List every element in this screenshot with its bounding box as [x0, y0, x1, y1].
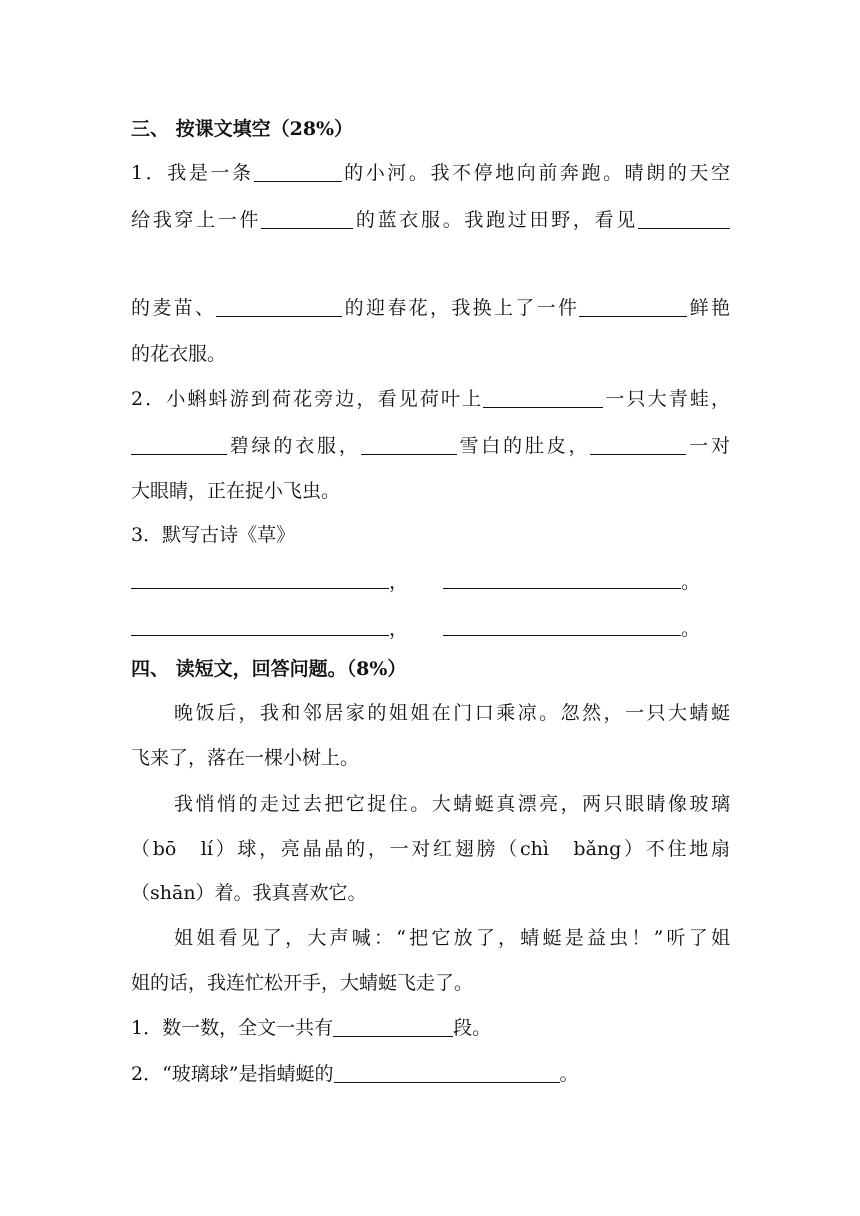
q1-text: 的蓝衣服。我跑过田野，看见: [353, 209, 638, 231]
poem-row-2-right: [443, 614, 700, 640]
passage-p3-line2: 姐的话，我连忙松开手，大蜻蜓飞走了。: [131, 972, 474, 994]
q1-text: 鲜艳: [687, 297, 730, 319]
poem-comma: ，: [389, 618, 409, 640]
s4-q1: [131, 1015, 491, 1041]
passage-p2-line2: （bō lí）球，亮晶晶的，一对红翅膀（chì bǎng）不住地扇: [131, 838, 730, 860]
blank-2[interactable]: [261, 209, 353, 229]
blank-5[interactable]: [579, 297, 687, 317]
poem-row-1-left: [131, 567, 408, 593]
q1-line2: [131, 207, 730, 233]
blank-4[interactable]: [216, 297, 342, 317]
q3-label: 3．默写古诗《草》: [131, 524, 296, 546]
q1-text: 的小河。我不停地向前奔跑。晴朗的天空: [341, 162, 730, 184]
poem-row-2-left: [131, 614, 408, 640]
passage-p3-line1: 姐姐看见了，大声喊：“把它放了，蜻蜓是益虫！”听了姐: [174, 927, 730, 949]
s4-q1-text: 1．数一数，全文一共有: [131, 1017, 334, 1039]
q2-line2: [131, 433, 730, 459]
poem-comma: ，: [389, 571, 409, 593]
poem-blank-1[interactable]: [131, 569, 389, 589]
s4-q2: [131, 1061, 579, 1087]
q1-line4: 的花衣服。: [131, 343, 227, 365]
s4-q1-suffix: 段。: [453, 1017, 492, 1039]
poem-row-1-right: [443, 567, 700, 593]
passage-p1-line2: 飞来了，落在一棵小树上。: [131, 747, 360, 769]
passage-p2-line3: （shān）着。我真喜欢它。: [131, 882, 367, 904]
blank-7[interactable]: [131, 435, 227, 455]
s4-q2-suffix: 。: [559, 1063, 579, 1085]
q2-text: 雪白的肚皮，: [456, 435, 591, 457]
blank-3[interactable]: [638, 209, 730, 229]
blank-1[interactable]: [254, 162, 342, 182]
q2-text: 一只大青蛙，: [603, 388, 730, 410]
blank-8[interactable]: [361, 435, 457, 455]
q2-text: 一对: [686, 435, 730, 457]
passage-p2-line1: 我悄悄的走过去把它捉住。大蜻蜓真漂亮，两只眼睛像玻璃: [174, 793, 730, 815]
s4-blank-2[interactable]: [334, 1063, 560, 1083]
poem-blank-4[interactable]: [443, 616, 681, 636]
q2-text: 2．小蝌蚪游到荷花旁边，看见荷叶上: [131, 388, 484, 410]
section3-heading: 三、 按课文填空（28%）: [131, 118, 354, 140]
passage-p1-line1: 晚饭后，我和邻居家的姐姐在门口乘凉。忽然，一只大蜻蜓: [174, 702, 730, 724]
q2-line3: 大眼睛，正在捉小飞虫。: [131, 480, 341, 502]
poem-period: 。: [681, 618, 701, 640]
s4-blank-1[interactable]: [333, 1017, 453, 1037]
s4-q2-text: 2．“玻璃球”是指蜻蜓的: [131, 1063, 334, 1085]
q1-text: 1．我是一条: [131, 162, 254, 184]
poem-period: 。: [681, 571, 701, 593]
q1-text: 的迎春花，我换上了一件: [342, 297, 580, 319]
q1-text: 给我穿上一件: [131, 209, 262, 231]
q2-line1: [131, 386, 730, 412]
poem-blank-2[interactable]: [443, 569, 681, 589]
section4-heading: 四、 读短文，回答问题。（8%）: [131, 658, 407, 680]
q1-text: 的麦苗、: [131, 297, 217, 319]
q1-line1: [131, 160, 730, 186]
blank-9[interactable]: [590, 435, 686, 455]
q2-text: 碧绿的衣服，: [227, 435, 361, 457]
q1-line3: [131, 295, 730, 321]
poem-blank-3[interactable]: [131, 616, 389, 636]
blank-6[interactable]: [483, 388, 603, 408]
